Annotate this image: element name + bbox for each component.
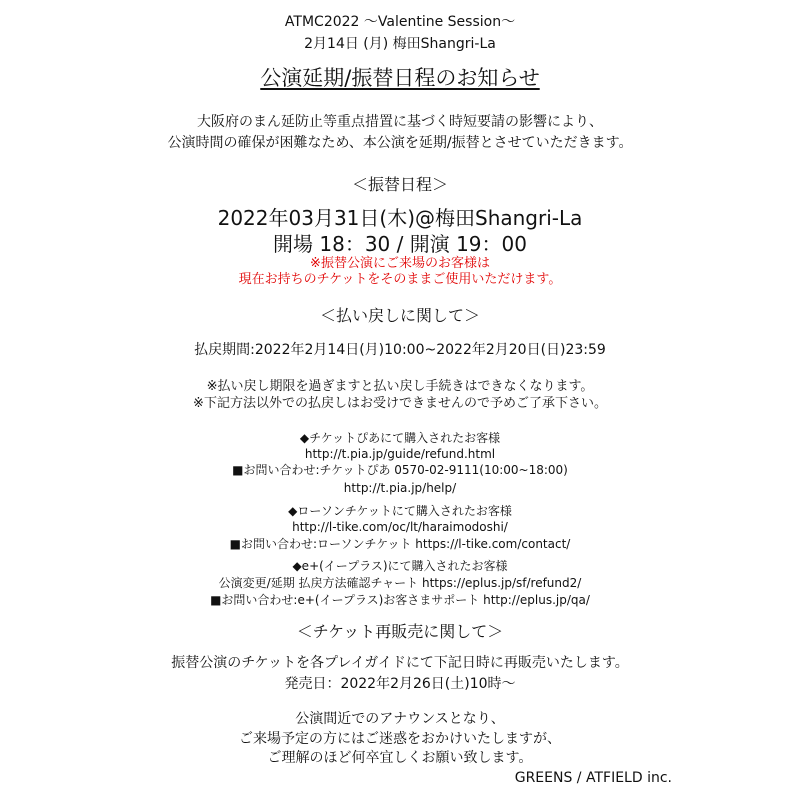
- closing-line: 公演間近でのアナウンスとなり、: [295, 711, 505, 727]
- refund-note: ※下記方法以外での払戻しはお受けできませんので予めご了承下さい。: [193, 396, 607, 411]
- closing-line: ご来場予定の方にはご迷惑をおかけいたしますが、: [239, 731, 561, 747]
- lawson-contact: ■お問い合わせ:ローソンチケット https://l-tike.com/contact/: [229, 537, 571, 551]
- pia-help-link[interactable]: http://t.pia.jp/help/: [343, 481, 457, 495]
- eplus-heading: ◆e+(イープラス)にて購入されたお客様: [292, 559, 508, 573]
- intro-line: 大阪府のまん延防止等重点措置に基づく時短要請の影響により、: [197, 114, 603, 130]
- refund-heading: ＜払い戻しに関して＞: [319, 306, 480, 325]
- lawson-refund-link[interactable]: http://l-tike.com/oc/lt/haraimodoshi/: [292, 520, 508, 534]
- reschedule-time: 開場 18：30 / 開演 19：00: [273, 232, 527, 256]
- reschedule-date: 2022年03月31日(木)@梅田Shangri-La: [217, 206, 583, 230]
- pia-refund-link[interactable]: http://t.pia.jp/guide/refund.html: [304, 447, 496, 461]
- refund-note: ※払い戻し期限を過ぎますと払い戻し手続きはできなくなります。: [206, 379, 594, 394]
- original-date-venue: 2月14日 (月) 梅田Shangri-La: [304, 36, 496, 52]
- resale-heading: ＜チケット再販売に関して＞: [296, 622, 504, 641]
- reschedule-note: ※振替公演にご来場のお客様は: [310, 256, 490, 271]
- page-title: 公演延期/振替日程のお知らせ: [260, 66, 540, 90]
- closing-line: ご理解のほど何卒宜しくお願い致します。: [267, 750, 533, 766]
- intro-line: 公演時間の確保が困難なため、本公演を延期/振替とさせていただきます。: [167, 135, 633, 151]
- reschedule-heading: ＜振替日程＞: [351, 175, 448, 194]
- refund-period: 払戻期間:2022年2月14日(月)10:00~2022年2月20日(日)23:59: [194, 342, 606, 358]
- eplus-refund-chart: 公演変更/延期 払戻方法確認チャート https://eplus.jp/sf/refund2/: [218, 576, 582, 590]
- pia-contact: ■お問い合わせ:チケットぴあ 0570-02-9111(10:00~18:00): [232, 463, 568, 477]
- lawson-heading: ◆ローソンチケットにて購入されたお客様: [288, 504, 512, 518]
- eplus-contact: ■お問い合わせ:e+(イープラス)お客さまサポート http://eplus.jp/qa/: [210, 593, 590, 607]
- pia-heading: ◆チケットぴあにて購入されたお客様: [299, 431, 501, 445]
- event-name: ATMC2022 〜Valentine Session〜: [284, 14, 516, 30]
- resale-date: 発売日：2022年2月26日(土)10時〜: [284, 676, 516, 692]
- reschedule-note: 現在お持ちのチケットをそのままご使用いただけます。: [238, 272, 562, 287]
- resale-line: 振替公演のチケットを各プレイガイドにて下記日時に再販売いたします。: [171, 655, 629, 671]
- signature: GREENS / ATFIELD inc.: [514, 770, 672, 786]
